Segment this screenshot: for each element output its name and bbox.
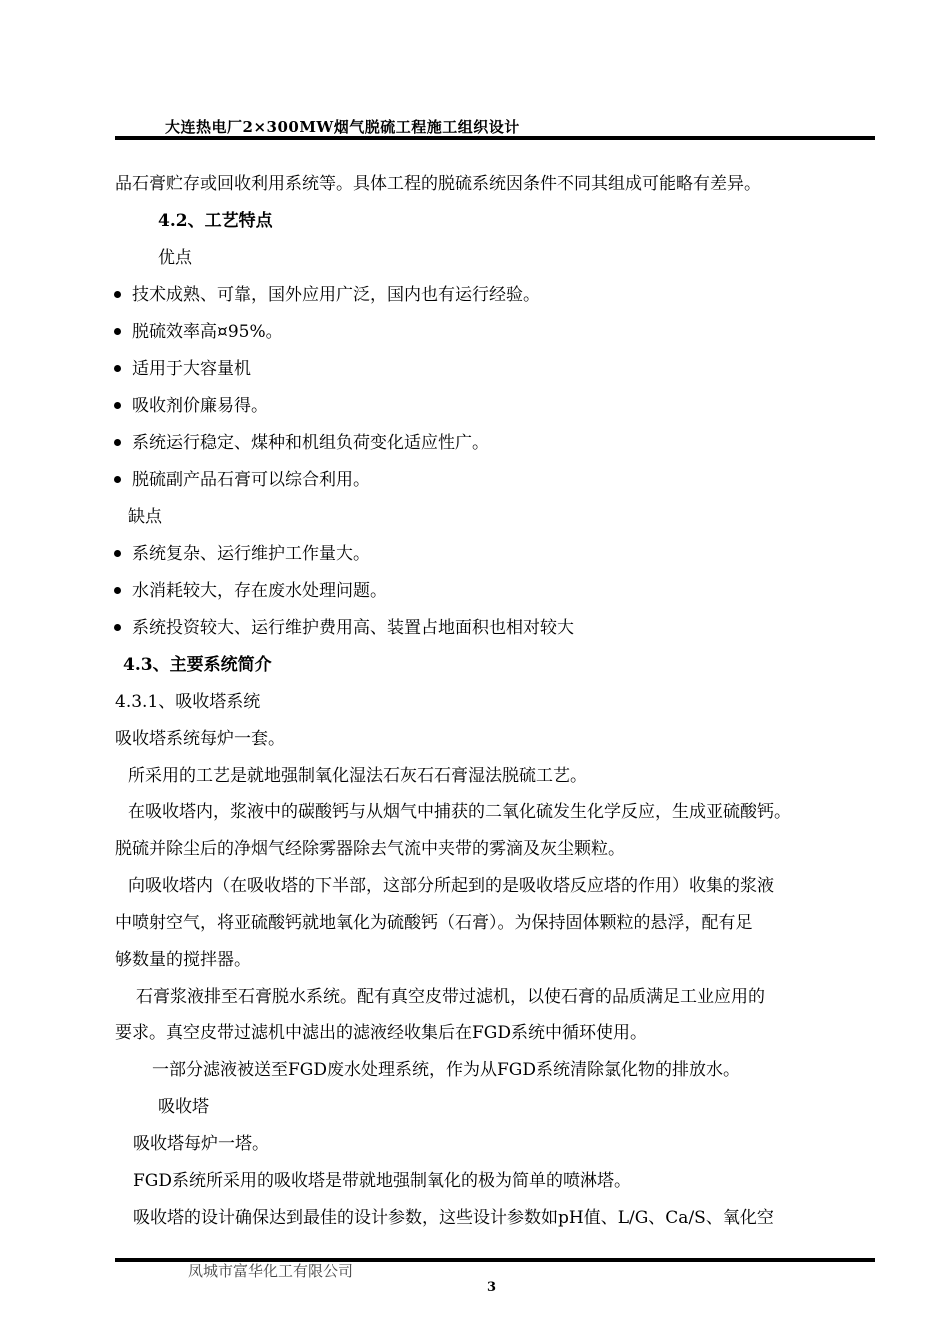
- list-item-text: 适用于大容量机: [132, 359, 251, 379]
- footer-company: 凤城市富华化工有限公司: [188, 1262, 354, 1280]
- list-item-text: 系统复杂、运行维护工作量大。: [132, 544, 370, 564]
- subheading-absorber: 吸收塔: [158, 1097, 209, 1117]
- bullet-icon: [114, 550, 121, 557]
- paragraph: 石膏浆液排至石膏脱水系统。配有真空皮带过滤机，以使石膏的品质满足工业应用的: [136, 987, 765, 1007]
- list-item-text: 脱硫效率高¤95%。: [132, 322, 283, 342]
- bullet-icon: [114, 402, 121, 409]
- paragraph: 向吸收塔内（在吸收塔的下半部，这部分所起到的是吸收塔反应塔的作用）收集的浆液: [128, 876, 774, 896]
- paragraph: 中喷射空气，将亚硫酸钙就地氧化为硫酸钙（石膏）。为保持固体颗粒的悬浮，配有足: [115, 913, 753, 933]
- bullet-icon: [114, 587, 121, 594]
- paragraph: 脱硫并除尘后的净烟气经除雾器除去气流中夹带的雾滴及灰尘颗粒。: [115, 839, 625, 859]
- section-heading-4-2: 4.2、工艺特点: [158, 211, 273, 231]
- paragraph: 吸收塔的设计确保达到最佳的设计参数，这些设计参数如pH值、L/G、Ca/S、氧化空: [133, 1208, 774, 1228]
- paragraph: 所采用的工艺是就地强制氧化湿法石灰石石膏湿法脱硫工艺。: [128, 766, 587, 786]
- paragraph: FGD系统所采用的吸收塔是带就地强制氧化的极为简单的喷淋塔。: [133, 1171, 632, 1191]
- bullet-icon: [114, 624, 121, 631]
- page-number: 3: [487, 1280, 497, 1295]
- bullet-icon: [114, 476, 121, 483]
- advantages-label: 优点: [158, 248, 192, 268]
- paragraph: 吸收塔每炉一塔。: [133, 1134, 269, 1154]
- disadvantages-label: 缺点: [128, 507, 162, 527]
- bullet-icon: [114, 439, 121, 446]
- bullet-icon: [114, 291, 121, 298]
- intro-line: 品石膏贮存或回收利用系统等。具体工程的脱硫系统因条件不同其组成可能略有差异。: [115, 174, 761, 194]
- bullet-icon: [114, 328, 121, 335]
- list-item-text: 系统运行稳定、煤种和机组负荷变化适应性广。: [132, 433, 489, 453]
- header-title: 大连热电厂2×300MW烟气脱硫工程施工组织设计: [165, 118, 520, 136]
- list-item-text: 水消耗较大，存在废水处理问题。: [132, 581, 387, 601]
- list-item-text: 系统投资较大、运行维护费用高、装置占地面积也相对较大: [132, 618, 574, 638]
- list-item-text: 吸收剂价廉易得。: [132, 396, 268, 416]
- list-item-text: 脱硫副产品石膏可以综合利用。: [132, 470, 370, 490]
- list-item-text: 技术成熟、可靠，国外应用广泛，国内也有运行经验。: [132, 285, 540, 305]
- paragraph: 要求。真空皮带过滤机中滤出的滤液经收集后在FGD系统中循环使用。: [115, 1023, 648, 1043]
- paragraph: 一部分滤液被送至FGD废水处理系统，作为从FGD系统清除氯化物的排放水。: [152, 1060, 741, 1080]
- paragraph: 吸收塔系统每炉一套。: [115, 729, 285, 749]
- section-heading-4-3: 4.3、主要系统简介: [123, 655, 272, 675]
- paragraph: 够数量的搅拌器。: [115, 950, 251, 970]
- paragraph: 在吸收塔内，浆液中的碳酸钙与从烟气中捕获的二氧化硫发生化学反应，生成亚硫酸钙。: [128, 802, 791, 822]
- bullet-icon: [114, 365, 121, 372]
- header-rule: [115, 136, 875, 140]
- section-heading-4-3-1: 4.3.1、吸收塔系统: [115, 692, 261, 712]
